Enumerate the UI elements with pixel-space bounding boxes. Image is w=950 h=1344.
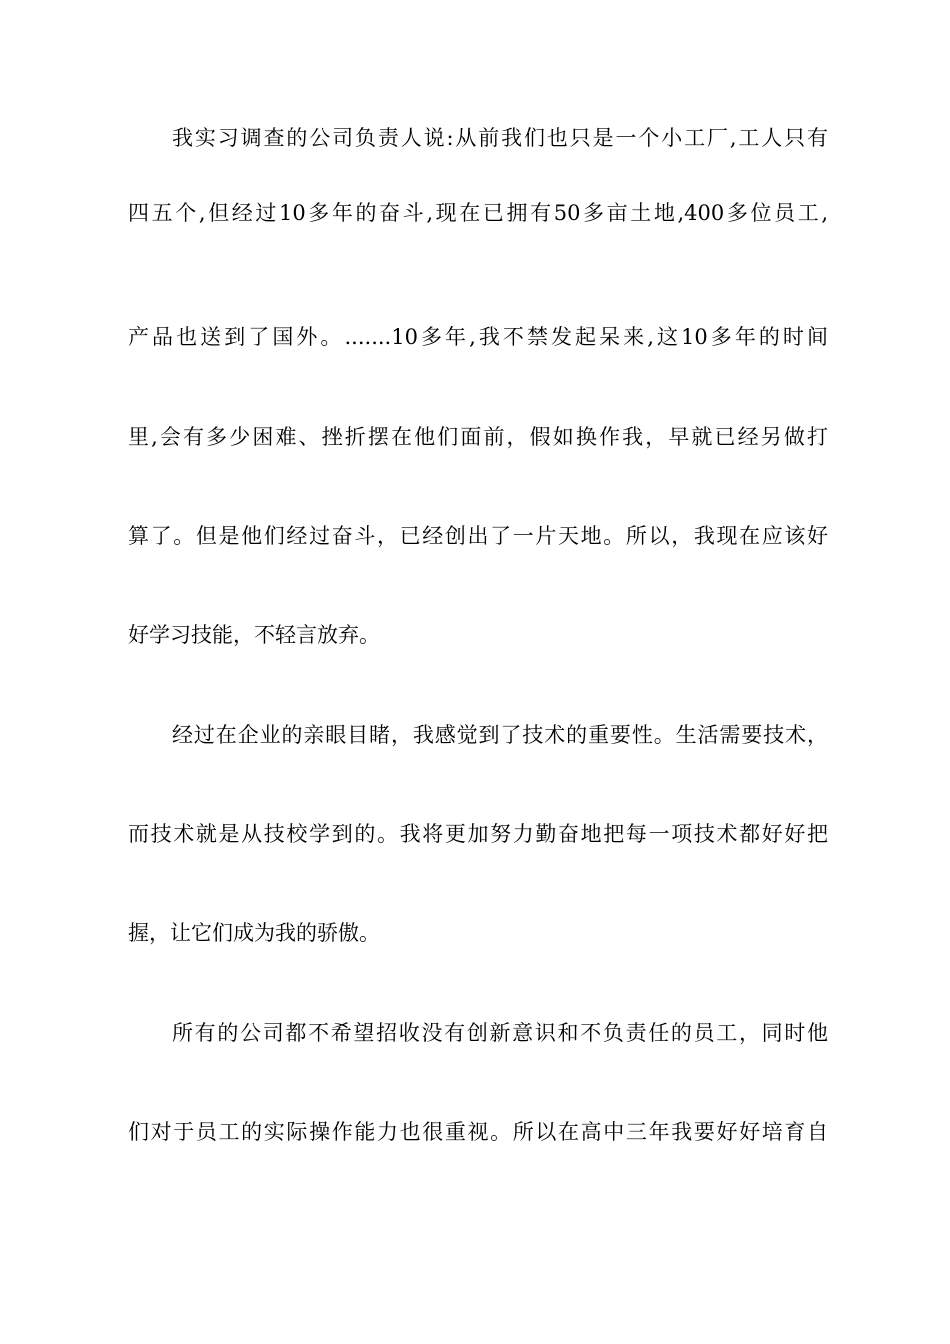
paragraph-2-line-3: 握，让它们成为我的骄傲。	[128, 921, 380, 945]
paragraph-1-line-1: 我实习调查的公司负责人说:从前我们也只是一个小工厂,工人只有	[172, 126, 828, 150]
paragraph-2-line-1: 经过在企业的亲眼目睹，我感觉到了技术的重要性。生活需要技术，	[172, 723, 828, 747]
paragraph-1-line-6: 好学习技能，不轻言放弃。	[128, 623, 380, 647]
paragraph-1-line-3: 产品也送到了国外。.......10多年,我不禁发起呆来,这10多年的时间	[128, 325, 828, 349]
paragraph-3-line-1: 所有的公司都不希望招收没有创新意识和不负责任的员工，同时他	[172, 1021, 828, 1045]
paragraph-1-line-2: 四五个,但经过10多年的奋斗,现在已拥有50多亩土地,400多位员工,	[128, 201, 828, 225]
paragraph-1-line-5: 算了。但是他们经过奋斗，已经创出了一片天地。所以，我现在应该好	[128, 524, 828, 548]
paragraph-2-line-2: 而技术就是从技校学到的。我将更加努力勤奋地把每一项技术都好好把	[128, 822, 828, 846]
paragraph-3-line-2: 们对于员工的实际操作能力也很重视。所以在高中三年我要好好培育自	[128, 1120, 828, 1144]
paragraph-1-line-4: 里,会有多少困难、挫折摆在他们面前，假如换作我，早就已经另做打	[128, 425, 828, 449]
